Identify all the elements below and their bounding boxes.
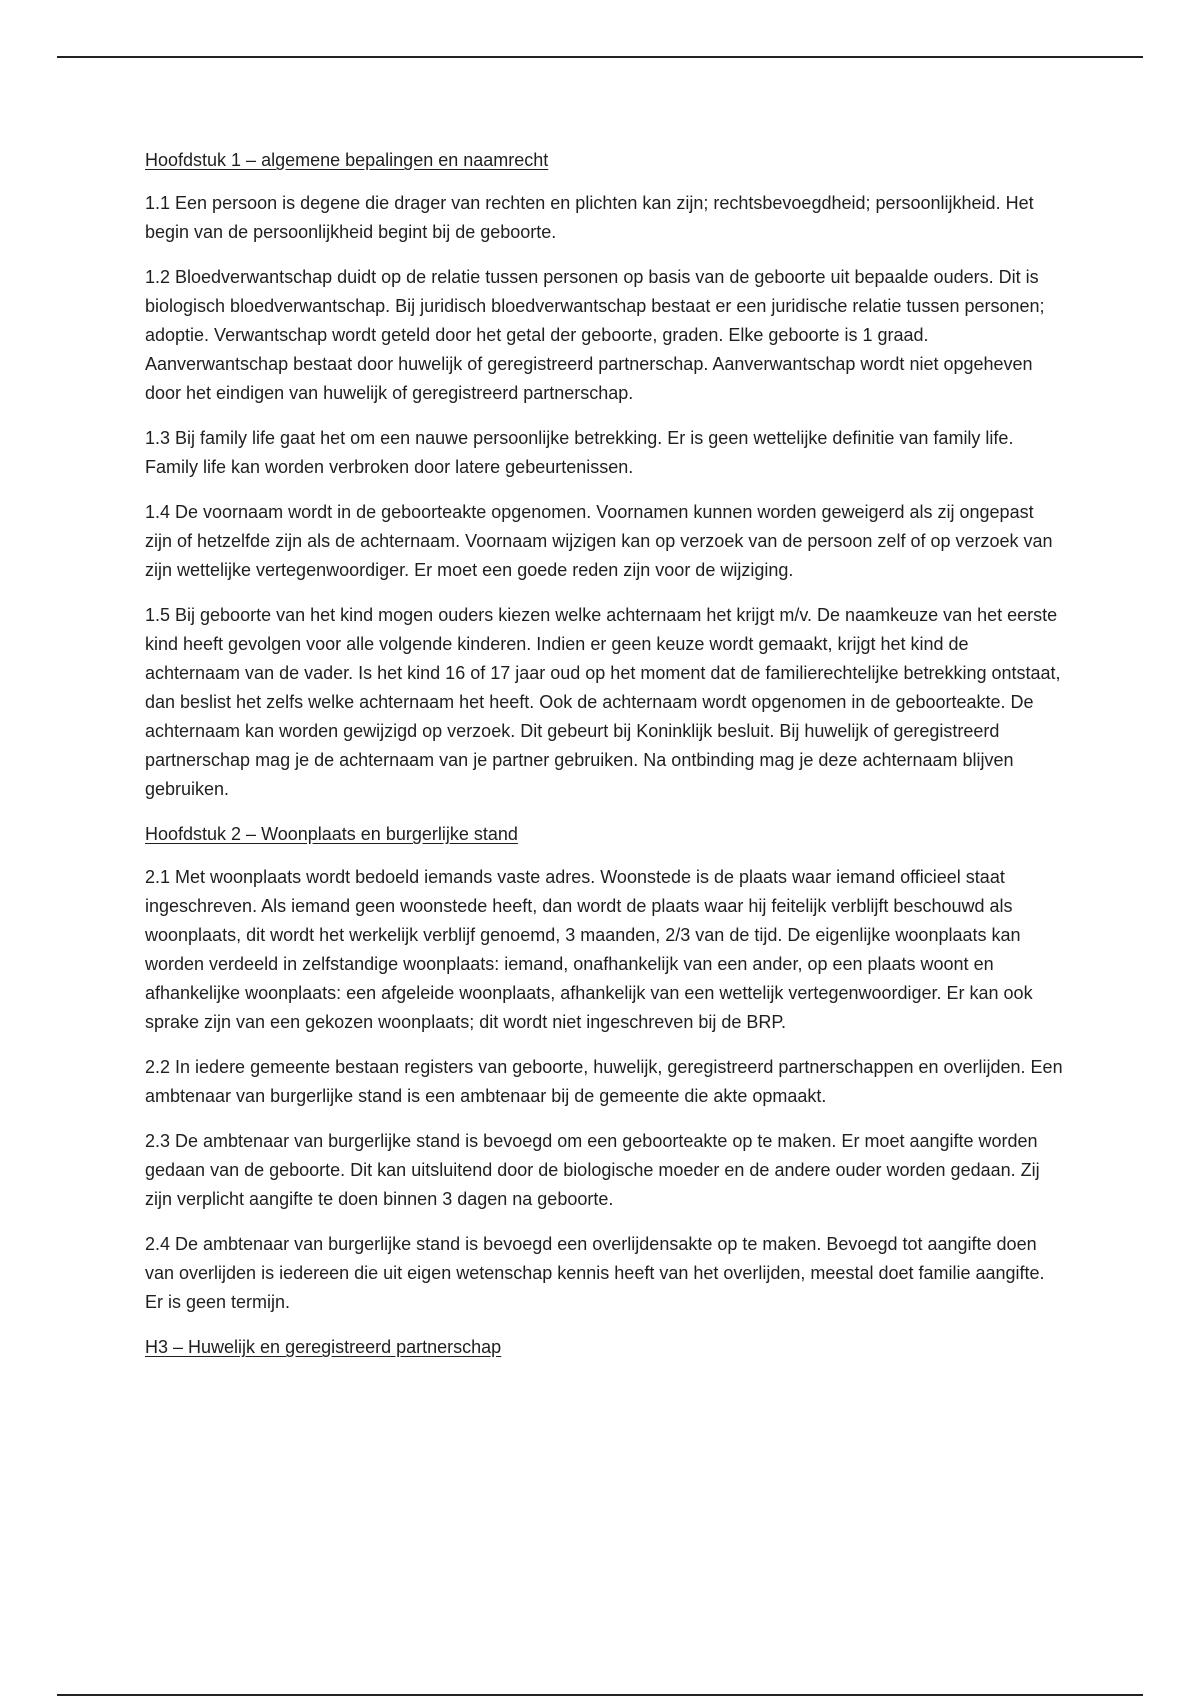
- section-hoofdstuk-1: [145, 146, 1065, 804]
- paragraph: 1.5 Bij geboorte van het kind mogen ouders kiezen welke achternaam het krijgt m/v. De naamkeuze van het eerste kind heeft gevolgen voor alle volgende kinderen. Indien er geen keuze wordt gemaakt, krijgt het kind de achternaam van de vader. Is het kind 16 of 17 jaar oud op het moment dat de familierechtelijke betrekking ontstaat, dan beslist het zelfs welke achternaam het heeft. Ook de achternaam wordt opgenomen in de geboorteakte. De achternaam kan worden gewijzigd op verzoek. Dit gebeurt bij Koninklijk besluit. Bij huwelijk of geregistreerd partnerschap mag je de achternaam van je partner gebruiken. Na ontbinding mag je deze achternaam blijven gebruiken.: [145, 605, 1061, 799]
- section-heading: Hoofdstuk 1 – algemene bepalingen en naamrecht: [145, 150, 549, 170]
- paragraph: 1.2 Bloedverwantschap duidt op de relatie tussen personen op basis van de geboorte uit bepaalde ouders. Dit is biologisch bloedverwantschap. Bij juridisch bloedverwantschap bestaat er een juridische relatie tussen personen; adoptie. Verwantschap wordt geteld door het getal der geboorte, graden. Elke geboorte is 1 graad. Aanverwantschap bestaat door huwelijk of geregistreerd partnerschap. Aanverwantschap wordt niet opgeheven door het eindigen van huwelijk of geregistreerd partnerschap.: [145, 267, 1045, 403]
- section-hoofdstuk-2: [145, 820, 1065, 1317]
- section-heading: H3 – Huwelijk en geregistreerd partnerschap: [145, 1337, 502, 1357]
- paragraph: 2.2 In iedere gemeente bestaan registers van geboorte, huwelijk, geregistreerd partnerschappen en overlijden. Een ambtenaar van burgerlijke stand is een ambtenaar bij de gemeente die akte opmaakt.: [145, 1057, 1063, 1106]
- paragraph: 2.1 Met woonplaats wordt bedoeld iemands vaste adres. Woonstede is de plaats waar iemand officieel staat ingeschreven. Als iemand geen woonstede heeft, dan wordt de plaats waar hij feitelijk verblijft beschouwd als woonplaats, dit wordt het werkelijk verblijf genoemd, 3 maanden, 2/3 van de tijd. De eigenlijke woonplaats kan worden verdeeld in zelfstandige woonplaats: iemand, onafhankelijk van een ander, op een plaats woont en afhankelijke woonplaats: een afgeleide woonplaats, afhankelijk van een wettelijk vertegenwoordiger. Er kan ook sprake zijn van een gekozen woonplaats; dit wordt niet ingeschreven bij de BRP.: [145, 867, 1033, 1032]
- paragraph: 1.3 Bij family life gaat het om een nauwe persoonlijke betrekking. Er is geen wettelijke definitie van family life. Family life kan worden verbroken door latere gebeurtenissen.: [145, 428, 1014, 477]
- paragraph: 2.4 De ambtenaar van burgerlijke stand is bevoegd een overlijdensakte op te maken. Bevoegd tot aangifte doen van overlijden is iedereen die uit eigen wetenschap kennis heeft van het overlijden, meestal doet familie aangifte. Er is geen termijn.: [145, 1234, 1045, 1312]
- paragraph: 1.1 Een persoon is degene die drager van rechten en plichten kan zijn; rechtsbevoegdheid; persoonlijkheid. Het begin van de persoonlijkheid begint bij de geboorte.: [145, 193, 1034, 242]
- paragraph: 1.4 De voornaam wordt in de geboorteakte opgenomen. Voornamen kunnen worden geweigerd als zij ongepast zijn of hetzelfde zijn als de achternaam. Voornaam wijzigen kan op verzoek van de persoon zelf of op verzoek van zijn wettelijke vertegenwoordiger. Er moet een goede reden zijn voor de wijziging.: [145, 502, 1053, 580]
- document-body: [145, 146, 1065, 1376]
- section-h3: [145, 1333, 1065, 1362]
- paragraph: 2.3 De ambtenaar van burgerlijke stand is bevoegd om een geboorteakte op te maken. Er moet aangifte worden gedaan van de geboorte. Dit kan uitsluitend door de biologische moeder en de andere ouder worden gedaan. Zij zijn verplicht aangifte te doen binnen 3 dagen na geboorte.: [145, 1131, 1040, 1209]
- footer-rule: [57, 1694, 1143, 1696]
- section-heading: Hoofdstuk 2 – Woonplaats en burgerlijke stand: [145, 824, 518, 844]
- header-rule: [57, 56, 1143, 58]
